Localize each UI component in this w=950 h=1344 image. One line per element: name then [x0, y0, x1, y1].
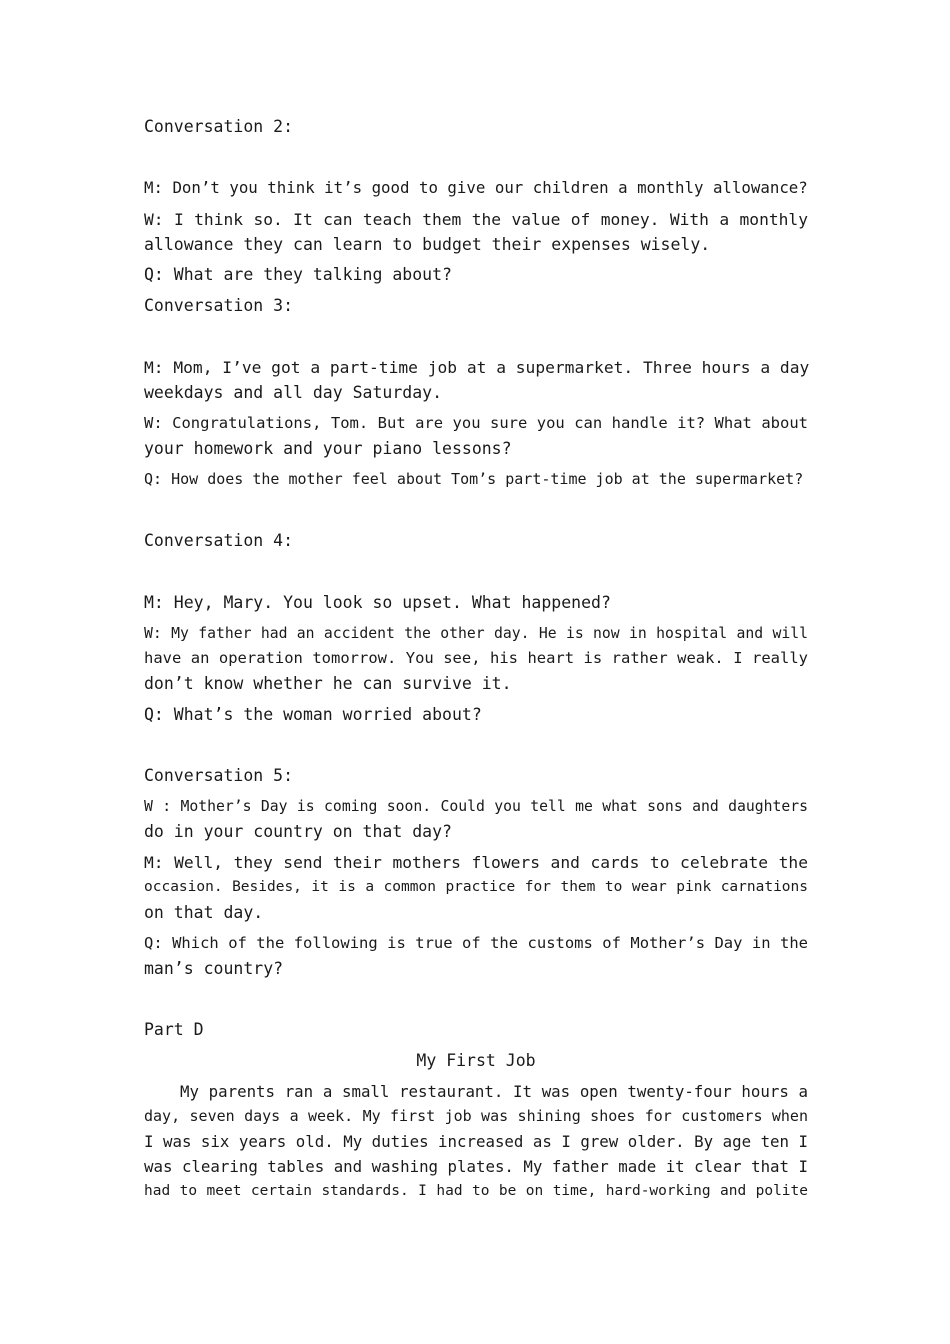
conversation-4-woman-line-2: have an operation tomorrow. You see, his heart is rather weak. I really [144, 649, 808, 667]
conversation-2-woman-line-1: W: I think so. It can teach them the value of money. With a monthly [144, 210, 808, 229]
conversation-5-question-line-1: Q: Which of the following is true of the customs of Mother’s Day in the [144, 934, 808, 952]
conversation-5-woman-line-1: W : Mother’s Day is coming soon. Could you tell me what sons and daughters [144, 798, 808, 815]
conversation-3-heading: Conversation 3: [144, 296, 294, 315]
conversation-4-woman-line-1: W: My father had an accident the other day. He is now in hospital and will [144, 625, 808, 642]
conversation-2-woman-line-2: allowance they can learn to budget their expenses wisely. [144, 235, 711, 254]
conversation-5-man-line-3: on that day. [144, 903, 264, 922]
conversation-2-man-line: M: Don’t you think it’s good to give our children a monthly allowance? [144, 178, 808, 197]
conversation-4-question: Q: What’s the woman worried about? [144, 705, 482, 724]
conversation-3-woman-line-2: your homework and your piano lessons? [144, 439, 512, 458]
passage-line-2: day, seven days a week. My first job was shining shoes for customers when [144, 1107, 808, 1125]
conversation-4-heading: Conversation 4: [144, 531, 294, 550]
conversation-2-question: Q: What are they talking about? [144, 265, 452, 284]
passage-line-3: I was six years old. My duties increased as I grew older. By age ten I [144, 1132, 808, 1151]
part-d-heading: Part D [144, 1020, 204, 1039]
conversation-2-heading: Conversation 2: [144, 117, 294, 136]
passage-title: My First Job [416, 1051, 536, 1070]
passage-line-4: was clearing tables and washing plates. My father made it clear that I [144, 1157, 808, 1176]
passage-line-5: had to meet certain standards. I had to be on time, hard-working and polite [144, 1183, 808, 1199]
conversation-3-man-line-2: weekdays and all day Saturday. [144, 383, 443, 402]
conversation-5-heading: Conversation 5: [144, 766, 294, 785]
conversation-4-woman-line-3: don’t know whether he can survive it. [144, 674, 512, 693]
conversation-5-man-line-1: M: Well, they send their mothers flowers and cards to celebrate the [144, 853, 808, 872]
conversation-3-man-line-1: M: Mom, I’ve got a part-time job at a supermarket. Three hours a day [144, 358, 810, 377]
conversation-4-man-line: M: Hey, Mary. You look so upset. What happened? [144, 593, 611, 612]
conversation-5-man-line-2: occasion. Besides, it is a common practice for them to wear pink carnations [144, 879, 808, 895]
conversation-5-woman-line-2: do in your country on that day? [144, 822, 452, 841]
passage-line-1: My parents ran a small restaurant. It was open twenty-four hours a [180, 1082, 808, 1101]
conversation-3-woman-line-1: W: Congratulations, Tom. But are you sure you can handle it? What about [144, 414, 808, 432]
conversation-3-question: Q: How does the mother feel about Tom’s part-time job at the supermarket? [144, 470, 804, 488]
conversation-5-question-line-2: man’s country? [144, 959, 284, 978]
